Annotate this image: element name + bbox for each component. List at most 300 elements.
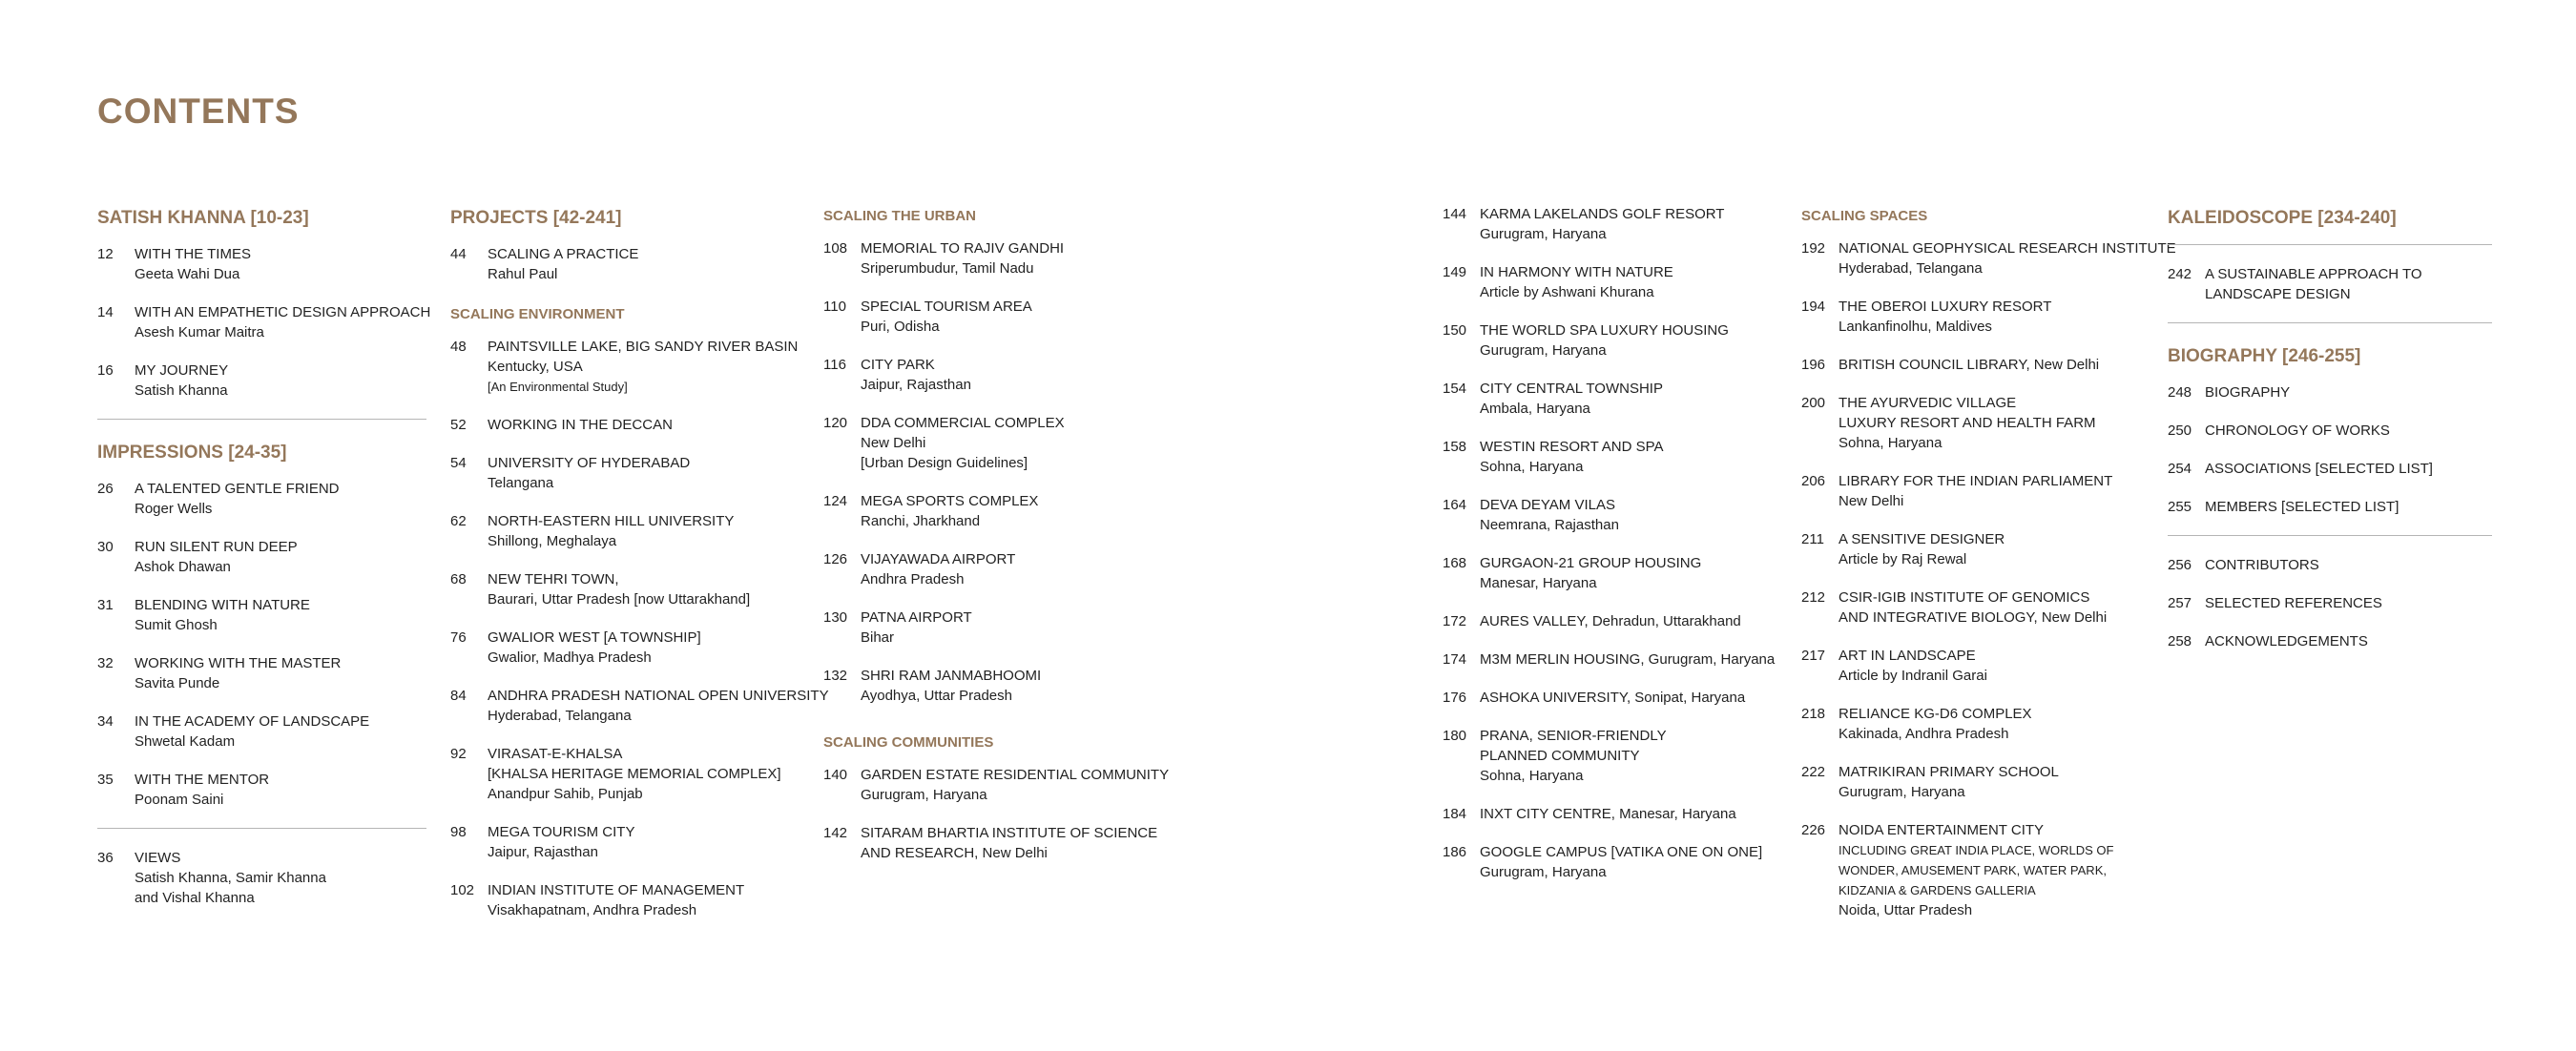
entry-text xyxy=(1480,379,1663,419)
entry-detail: Gurugram, Haryana xyxy=(1480,864,1607,880)
page-number: 36 xyxy=(97,850,114,866)
entry-text xyxy=(861,297,1032,337)
entry-title: IN HARMONY WITH NATURE xyxy=(1480,264,1673,280)
entry-text xyxy=(488,415,673,435)
toc-entry[interactable] xyxy=(97,653,426,693)
entry-title: UNIVERSITY OF HYDERABAD xyxy=(488,455,691,471)
entry-title: PATNA AIRPORT xyxy=(861,609,972,626)
entry-title: VIEWS xyxy=(135,850,181,866)
page-number: 120 xyxy=(823,415,848,431)
entry-detail: Article by Ashwani Khurana xyxy=(1480,284,1654,300)
toc-entry[interactable] xyxy=(1443,688,1767,708)
toc-entry[interactable] xyxy=(823,765,1170,805)
entry-text xyxy=(1480,553,1701,593)
entry-detail: Anandpur Sahib, Punjab xyxy=(488,786,643,802)
entry-text xyxy=(1839,393,2096,453)
entry-detail: Visakhapatnam, Andhra Pradesh xyxy=(488,902,697,918)
entry-text xyxy=(1839,355,2099,375)
divider xyxy=(97,419,426,420)
entry-text xyxy=(1839,762,2059,802)
toc-entry[interactable] xyxy=(1801,529,2130,569)
toc-entry[interactable] xyxy=(97,244,426,284)
toc-entry[interactable] xyxy=(1443,804,1767,824)
divider xyxy=(97,828,426,829)
entry-text xyxy=(135,537,298,577)
entry-detail: New Delhi xyxy=(1839,493,1904,509)
contents-column xyxy=(97,204,431,926)
entry-text xyxy=(488,337,798,397)
page-number: 186 xyxy=(1443,844,1467,860)
entry-title: THE AYURVEDIC VILLAGE xyxy=(1839,395,2017,411)
entry-title: IN THE ACADEMY OF LANDSCAPE xyxy=(135,713,370,730)
entry-title: CHRONOLOGY OF WORKS xyxy=(2205,422,2390,439)
page-number: 76 xyxy=(450,629,467,646)
toc-entry[interactable] xyxy=(450,453,794,493)
toc-entry[interactable] xyxy=(450,744,794,804)
entry-text xyxy=(488,744,781,804)
page-number: 116 xyxy=(823,357,846,373)
entry-detail: New Delhi xyxy=(861,435,926,451)
entry-title: GARDEN ESTATE RESIDENTIAL COMMUNITY xyxy=(861,767,1170,783)
section-heading: KALEIDOSCOPE [234-240] xyxy=(2168,208,2397,228)
entry-text xyxy=(1839,587,2107,628)
entry-detail: Lankanfinolhu, Maldives xyxy=(1839,319,1992,335)
toc-entry[interactable] xyxy=(2168,593,2492,613)
page-number: 250 xyxy=(2168,422,2192,439)
toc-entry[interactable] xyxy=(1801,762,2130,802)
toc-entry[interactable] xyxy=(450,511,794,551)
page-number: 212 xyxy=(1801,589,1826,606)
page-number: 150 xyxy=(1443,322,1467,339)
toc-entry[interactable] xyxy=(823,608,1148,648)
entry-text xyxy=(488,880,744,920)
toc-entry[interactable] xyxy=(97,537,426,577)
toc-entry[interactable] xyxy=(1443,553,1767,593)
toc-entry[interactable] xyxy=(97,479,426,519)
page-number: 84 xyxy=(450,688,467,704)
toc-entry[interactable] xyxy=(2168,382,2492,402)
page-number: 211 xyxy=(1801,531,1824,547)
page-number: 31 xyxy=(97,597,114,613)
entry-detail: Ambala, Haryana xyxy=(1480,401,1590,417)
toc-entry[interactable] xyxy=(823,823,1158,863)
entry-text xyxy=(135,653,341,693)
toc-entry[interactable] xyxy=(823,297,1148,337)
entry-title: SPECIAL TOURISM AREA xyxy=(861,299,1032,315)
toc-entry[interactable] xyxy=(2168,264,2492,304)
toc-entry[interactable] xyxy=(97,361,426,401)
entry-detail: Roger Wells xyxy=(135,501,213,517)
entry-title: ART IN LANDSCAPE xyxy=(1839,648,1976,664)
page-number: 12 xyxy=(97,246,114,262)
page-number: 34 xyxy=(97,713,114,730)
toc-entry[interactable] xyxy=(1443,842,1767,882)
page-number: 180 xyxy=(1443,728,1467,744)
entry-text xyxy=(1480,842,1762,882)
entry-text xyxy=(1480,726,1667,786)
entry-detail: Hyderabad, Telangana xyxy=(488,708,632,724)
entry-detail: Sohna, Haryana xyxy=(1839,435,1942,451)
page-number: 200 xyxy=(1801,395,1826,411)
page-number: 149 xyxy=(1443,264,1467,280)
entry-title: A TALENTED GENTLE FRIEND xyxy=(135,481,340,497)
entry-text xyxy=(1480,437,1664,477)
page-number: 218 xyxy=(1801,706,1826,722)
page-number: 248 xyxy=(2168,384,2192,401)
toc-entry[interactable] xyxy=(1801,297,2130,337)
entry-title: M3M MERLIN HOUSING, Gurugram, Haryana xyxy=(1480,651,1776,668)
entry-text xyxy=(1839,820,2113,920)
entry-title: GOOGLE CAMPUS [VATIKA ONE ON ONE] xyxy=(1480,844,1763,860)
entry-text xyxy=(135,244,251,284)
page-number: 254 xyxy=(2168,461,2192,477)
entry-text xyxy=(1480,688,1745,708)
page-number: 192 xyxy=(1801,240,1826,257)
entry-title: SCALING A PRACTICE xyxy=(488,246,639,262)
entry-text xyxy=(1839,471,2112,511)
toc-entry[interactable] xyxy=(97,302,431,342)
entry-title: NORTH-EASTERN HILL UNIVERSITY xyxy=(488,513,735,529)
entry-title: INXT CITY CENTRE, Manesar, Haryana xyxy=(1480,806,1736,822)
entry-detail: [An Environmental Study] xyxy=(488,380,628,394)
entry-detail: WONDER, AMUSEMENT PARK, WATER PARK, xyxy=(1839,863,2107,877)
toc-entry[interactable] xyxy=(450,244,794,284)
entry-title: THE WORLD SPA LUXURY HOUSING xyxy=(1480,322,1729,339)
page-number: 242 xyxy=(2168,266,2192,282)
entry-detail: AND RESEARCH, New Delhi xyxy=(861,845,1048,861)
entry-text xyxy=(135,770,269,810)
entry-title: LIBRARY FOR THE INDIAN PARLIAMENT xyxy=(1839,473,2113,489)
page-number: 255 xyxy=(2168,499,2192,515)
entry-title: KARMA LAKELANDS GOLF RESORT xyxy=(1480,206,1725,222)
page-number: 258 xyxy=(2168,633,2192,649)
entry-detail: LANDSCAPE DESIGN xyxy=(2205,286,2351,302)
page-number: 14 xyxy=(97,304,114,320)
page-number: 35 xyxy=(97,772,114,788)
toc-entry[interactable] xyxy=(1801,820,2130,920)
entry-title: CONTRIBUTORS xyxy=(2205,557,2319,573)
toc-entry[interactable] xyxy=(2168,459,2492,479)
entry-title: ANDHRA PRADESH NATIONAL OPEN UNIVERSITY xyxy=(488,688,829,704)
entry-detail: Gurugram, Haryana xyxy=(861,787,987,803)
toc-entry[interactable] xyxy=(1443,437,1767,477)
page-number: 226 xyxy=(1801,822,1826,838)
subsection-heading: SCALING ENVIRONMENT xyxy=(450,306,625,322)
toc-entry[interactable] xyxy=(1443,495,1767,535)
entry-title: GWALIOR WEST [A TOWNSHIP] xyxy=(488,629,701,646)
entry-title: INDIAN INSTITUTE OF MANAGEMENT xyxy=(488,882,745,898)
entry-detail: Sumit Ghosh xyxy=(135,617,218,633)
entry-text xyxy=(488,822,634,862)
toc-entry[interactable] xyxy=(1801,646,2130,686)
entry-text xyxy=(2205,555,2319,575)
entry-detail: Kentucky, USA xyxy=(488,359,583,375)
toc-entry[interactable] xyxy=(450,880,794,920)
page-number: 196 xyxy=(1801,357,1826,373)
page-number: 98 xyxy=(450,824,467,840)
entry-text xyxy=(1480,204,1724,244)
toc-entry[interactable] xyxy=(1443,320,1767,361)
entry-title: SITARAM BHARTIA INSTITUTE OF SCIENCE xyxy=(861,825,1158,841)
entry-text xyxy=(488,569,750,609)
entry-text xyxy=(861,666,1041,706)
contents-column xyxy=(2168,204,2492,670)
entry-text xyxy=(2205,631,2368,651)
section-heading: SATISH KHANNA [10-23] xyxy=(97,208,309,228)
entry-title: MATRIKIRAN PRIMARY SCHOOL xyxy=(1839,764,2059,780)
page-number: 130 xyxy=(823,609,848,626)
entry-text xyxy=(861,823,1157,863)
entry-text xyxy=(1480,611,1741,631)
entry-detail: Shwetal Kadam xyxy=(135,733,236,750)
entry-detail: Andhra Pradesh xyxy=(861,571,965,587)
entry-title: WITH THE TIMES xyxy=(135,246,251,262)
toc-entry[interactable] xyxy=(1443,262,1767,302)
entry-detail: Rahul Paul xyxy=(488,266,558,282)
entry-detail: Gurugram, Haryana xyxy=(1839,784,1965,800)
toc-entry[interactable] xyxy=(1443,379,1767,419)
entry-text xyxy=(861,413,1065,473)
toc-entry[interactable] xyxy=(450,337,799,397)
entry-text xyxy=(861,549,1015,589)
toc-entry[interactable] xyxy=(823,491,1148,531)
toc-entry[interactable] xyxy=(450,686,829,726)
toc-entry[interactable] xyxy=(823,413,1148,473)
entry-detail: Savita Punde xyxy=(135,675,220,691)
entry-detail: Asesh Kumar Maitra xyxy=(135,324,264,340)
entry-text xyxy=(488,511,734,551)
page-number: 92 xyxy=(450,746,467,762)
toc-entry[interactable] xyxy=(450,628,794,668)
toc-entry[interactable] xyxy=(823,666,1148,706)
entry-text xyxy=(861,355,971,395)
toc-entry[interactable] xyxy=(450,569,794,609)
entry-detail: Hyderabad, Telangana xyxy=(1839,260,1983,277)
subsection-heading: SCALING SPACES xyxy=(1801,208,1928,224)
page-number: 54 xyxy=(450,455,467,471)
page-number: 158 xyxy=(1443,439,1467,455)
entry-title: WITH THE MENTOR xyxy=(135,772,270,788)
entry-text xyxy=(488,628,701,668)
entry-title: NOIDA ENTERTAINMENT CITY xyxy=(1839,822,2045,838)
page-number: 16 xyxy=(97,362,114,379)
toc-entry[interactable] xyxy=(1801,238,2176,278)
entry-text xyxy=(135,848,326,908)
section-heading: BIOGRAPHY [246-255] xyxy=(2168,346,2361,366)
entry-text xyxy=(1839,238,2176,278)
entry-text xyxy=(488,244,638,284)
entry-detail: INCLUDING GREAT INDIA PLACE, WORLDS OF xyxy=(1839,843,2114,857)
page-number: 102 xyxy=(450,882,475,898)
toc-entry[interactable] xyxy=(1801,704,2130,744)
entry-text xyxy=(135,479,340,519)
toc-entry[interactable] xyxy=(823,355,1148,395)
entry-detail: Shillong, Meghalaya xyxy=(488,533,617,549)
entry-text xyxy=(861,608,972,648)
entry-detail: Sohna, Haryana xyxy=(1480,768,1584,784)
page-number: 174 xyxy=(1443,651,1467,668)
entry-text xyxy=(861,238,1064,278)
entry-text xyxy=(861,765,1169,805)
entry-detail: AND INTEGRATIVE BIOLOGY, New Delhi xyxy=(1839,609,2108,626)
toc-entry[interactable] xyxy=(1801,355,2130,375)
toc-entry[interactable] xyxy=(450,415,794,435)
toc-entry[interactable] xyxy=(97,848,426,908)
toc-entry[interactable] xyxy=(2168,555,2492,575)
page-number: 26 xyxy=(97,481,114,497)
toc-entry[interactable] xyxy=(2168,631,2492,651)
entry-detail: Jaipur, Rajasthan xyxy=(488,844,598,860)
entry-title: RELIANCE KG-D6 COMPLEX xyxy=(1839,706,2032,722)
page-number: 222 xyxy=(1801,764,1826,780)
entry-title: BLENDING WITH NATURE xyxy=(135,597,310,613)
entry-title: PRANA, SENIOR-FRIENDLY xyxy=(1480,728,1667,744)
entry-detail: Article by Indranil Garai xyxy=(1839,668,1987,684)
entry-text xyxy=(2205,382,2290,402)
toc-entry[interactable] xyxy=(450,822,794,862)
entry-detail: Sriperumbudur, Tamil Nadu xyxy=(861,260,1034,277)
entry-detail: and Vishal Khanna xyxy=(135,890,255,906)
toc-entry[interactable] xyxy=(2168,497,2492,517)
entry-title: MEGA TOURISM CITY xyxy=(488,824,635,840)
page-number: 132 xyxy=(823,668,848,684)
entry-detail: Satish Khanna, Samir Khanna xyxy=(135,870,326,886)
entry-text xyxy=(1839,297,2051,337)
entry-detail: Gurugram, Haryana xyxy=(1480,342,1607,359)
entry-detail: KIDZANIA & GARDENS GALLERIA xyxy=(1839,883,2036,897)
page-number: 52 xyxy=(450,417,467,433)
entry-detail: Noida, Uttar Pradesh xyxy=(1839,902,1973,918)
page-number: 62 xyxy=(450,513,467,529)
toc-entry[interactable] xyxy=(97,711,426,752)
page-number: 144 xyxy=(1443,206,1467,222)
subsection-heading: SCALING COMMUNITIES xyxy=(823,734,994,751)
entry-title: THE OBEROI LUXURY RESORT xyxy=(1839,299,2052,315)
divider xyxy=(2168,244,2492,245)
entry-text xyxy=(2205,459,2433,479)
entry-detail: Ayodhya, Uttar Pradesh xyxy=(861,688,1012,704)
toc-entry[interactable] xyxy=(823,549,1148,589)
entry-text xyxy=(1480,262,1673,302)
entry-text xyxy=(1480,495,1619,535)
page-number: 68 xyxy=(450,571,467,587)
entry-title: SHRI RAM JANMABHOOMI xyxy=(861,668,1042,684)
entry-title: DEVA DEYAM VILAS xyxy=(1480,497,1615,513)
entry-text xyxy=(135,711,369,752)
entry-title: WORKING IN THE DECCAN xyxy=(488,417,673,433)
divider xyxy=(2168,322,2492,323)
page-number: 108 xyxy=(823,240,848,257)
entry-text xyxy=(2205,264,2422,304)
toc-entry[interactable] xyxy=(2168,421,2492,441)
entry-title: AURES VALLEY, Dehradun, Uttarakhand xyxy=(1480,613,1741,629)
entry-title: A SENSITIVE DESIGNER xyxy=(1839,531,2005,547)
page-number: 32 xyxy=(97,655,114,671)
entry-text xyxy=(1480,649,1775,670)
entry-detail: Manesar, Haryana xyxy=(1480,575,1597,591)
entry-title: ASHOKA UNIVERSITY, Sonipat, Haryana xyxy=(1480,690,1746,706)
toc-entry[interactable] xyxy=(1801,587,2130,628)
entry-detail: Neemrana, Rajasthan xyxy=(1480,517,1619,533)
page-number: 206 xyxy=(1801,473,1826,489)
entry-detail: Satish Khanna xyxy=(135,382,228,399)
section-heading: PROJECTS [42-241] xyxy=(450,208,622,228)
entry-detail: Gurugram, Haryana xyxy=(1480,226,1607,242)
entry-text xyxy=(1839,704,2032,744)
toc-entry[interactable] xyxy=(97,595,426,635)
entry-text xyxy=(2205,497,2399,517)
page-number: 164 xyxy=(1443,497,1467,513)
entry-title: VIJAYAWADA AIRPORT xyxy=(861,551,1016,567)
page-number: 256 xyxy=(2168,557,2192,573)
entry-detail: LUXURY RESORT AND HEALTH FARM xyxy=(1839,415,2096,431)
entry-detail: Article by Raj Rewal xyxy=(1839,551,1967,567)
entry-title: WESTIN RESORT AND SPA xyxy=(1480,439,1664,455)
entry-detail: Gwalior, Madhya Pradesh xyxy=(488,649,652,666)
toc-entry[interactable] xyxy=(1443,204,1767,244)
entry-title: PAINTSVILLE LAKE, BIG SANDY RIVER BASIN xyxy=(488,339,799,355)
contents-column xyxy=(1443,204,1776,900)
entry-title: SELECTED REFERENCES xyxy=(2205,595,2382,611)
entry-detail: Ashok Dhawan xyxy=(135,559,231,575)
entry-title: BRITISH COUNCIL LIBRARY, New Delhi xyxy=(1839,357,2100,373)
entry-title: DDA COMMERCIAL COMPLEX xyxy=(861,415,1065,431)
entry-title: ACKNOWLEDGEMENTS xyxy=(2205,633,2368,649)
entry-text xyxy=(135,302,430,342)
entry-detail: Ranchi, Jharkhand xyxy=(861,513,981,529)
toc-entry[interactable] xyxy=(1443,726,1767,786)
entry-text xyxy=(2205,421,2390,441)
entry-text xyxy=(2205,593,2382,613)
toc-entry[interactable] xyxy=(97,770,426,810)
page-number: 30 xyxy=(97,539,114,555)
page-number: 184 xyxy=(1443,806,1467,822)
contents-column xyxy=(1801,204,2176,938)
page-number: 176 xyxy=(1443,690,1467,706)
entry-title: WITH AN EMPATHETIC DESIGN APPROACH xyxy=(135,304,431,320)
entry-title: VIRASAT-E-KHALSA xyxy=(488,746,623,762)
page-number: 142 xyxy=(823,825,848,841)
toc-entry[interactable] xyxy=(1443,611,1767,631)
contents-column xyxy=(823,204,1170,881)
page-number: 172 xyxy=(1443,613,1467,629)
entry-title: CITY CENTRAL TOWNSHIP xyxy=(1480,381,1663,397)
entry-title: BIOGRAPHY xyxy=(2205,384,2291,401)
entry-title: MEMORIAL TO RAJIV GANDHI xyxy=(861,240,1065,257)
toc-entry[interactable] xyxy=(1801,393,2130,453)
page-number: 126 xyxy=(823,551,848,567)
subsection-heading: SCALING THE URBAN xyxy=(823,208,976,224)
entry-detail: [KHALSA HERITAGE MEMORIAL COMPLEX] xyxy=(488,766,781,782)
toc-entry[interactable] xyxy=(1801,471,2130,511)
entry-detail: Puri, Odisha xyxy=(861,319,940,335)
page-number: 257 xyxy=(2168,595,2192,611)
entry-title: ASSOCIATIONS [SELECTED LIST] xyxy=(2205,461,2433,477)
contents-column xyxy=(450,204,829,938)
entry-detail: Telangana xyxy=(488,475,554,491)
entry-detail: PLANNED COMMUNITY xyxy=(1480,748,1640,764)
entry-title: GURGAON-21 GROUP HOUSING xyxy=(1480,555,1702,571)
page-number: 110 xyxy=(823,299,846,315)
toc-entry[interactable] xyxy=(823,238,1148,278)
toc-entry[interactable] xyxy=(1443,649,1776,670)
entry-detail: Sohna, Haryana xyxy=(1480,459,1584,475)
entry-text xyxy=(135,361,228,401)
entry-title: NEW TEHRI TOWN, xyxy=(488,571,619,587)
entry-text xyxy=(488,686,829,726)
entry-title: MEMBERS [SELECTED LIST] xyxy=(2205,499,2399,515)
entry-detail: Baurari, Uttar Pradesh [now Uttarakhand] xyxy=(488,591,751,608)
